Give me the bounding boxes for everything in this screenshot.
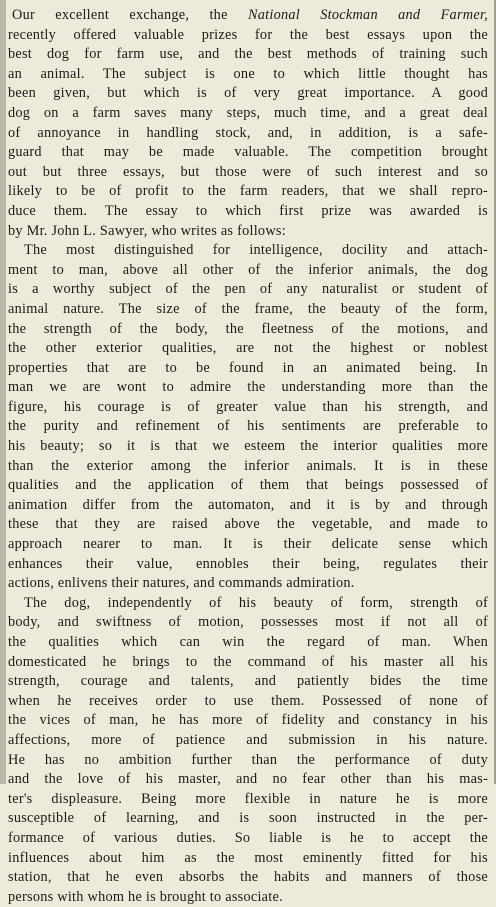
text-line	[8, 398, 488, 418]
text-line	[8, 124, 488, 144]
text-line	[8, 182, 488, 202]
text-run: when he receives order to use them. Possessed of none of	[8, 692, 488, 709]
text-line	[8, 143, 488, 163]
text-line	[8, 26, 488, 46]
text-line	[8, 6, 488, 26]
text-line	[8, 339, 488, 359]
text-line	[8, 104, 488, 124]
text-line	[8, 594, 488, 614]
text-line	[8, 45, 488, 65]
text-line	[8, 731, 488, 751]
text-line	[8, 751, 488, 771]
text-line	[8, 300, 488, 320]
text-line	[8, 437, 488, 457]
text-run: the other exterior qualities, are not the highest or noblest	[8, 340, 488, 357]
text-run: been given, but which is of very great importance. A good	[8, 85, 488, 102]
text-line	[8, 868, 488, 888]
text-run: The dog, independently of his beauty of form, strength of	[24, 594, 488, 611]
text-line	[8, 65, 488, 85]
text-run: duce them. The essay to which first prize was awarded is	[8, 202, 488, 219]
text-run: Our excellent exchange, the	[12, 7, 248, 23]
text-line	[8, 417, 488, 437]
text-line	[8, 280, 488, 300]
text-run: ment to man, above all other of the inferior animals, the dog	[8, 261, 488, 278]
article-column	[8, 6, 488, 907]
left-column-rule	[0, 0, 6, 784]
text-run: figure, his courage is of greater value than his strength, and	[8, 398, 488, 415]
publication-title: National Stockman and Farmer,	[247, 7, 488, 23]
text-line	[8, 770, 488, 790]
text-run: properties that are to be found in an animated being. In	[8, 359, 488, 376]
text-run: formance of various duties. So liable is he to accept the	[8, 829, 488, 846]
text-run: actions, enlivens their natures, and commands admiration.	[8, 575, 355, 592]
text-run: susceptible of learning, and is soon instructed in the per-	[8, 810, 488, 827]
text-run: qualities and the application of them that beings possessed of	[8, 477, 488, 494]
text-run: and the love of his master, and no fear other than his mas-	[8, 771, 488, 788]
text-line	[8, 633, 488, 653]
text-run: likely to be of profit to the farm readers, that we shall repro-	[8, 183, 488, 200]
text-run: by Mr. John L. Sawyer, who writes as follows:	[8, 222, 286, 239]
text-line	[8, 555, 488, 575]
text-run: enhances their value, ennobles their being, regulates their	[8, 555, 488, 572]
text-run: guard that may be made valuable. The competition brought	[8, 144, 488, 161]
text-run: domesticated he brings to the command of his master all his	[8, 653, 488, 670]
text-run: an animal. The subject is one to which little thought has	[8, 65, 488, 82]
text-line	[8, 496, 488, 516]
text-run: his beauty; so it is that we esteem the interior qualities more	[8, 438, 488, 455]
text-run: approach nearer to man. It is their delicate sense which	[8, 536, 488, 553]
text-run: affections, more of patience and submission in his nature.	[8, 731, 488, 748]
text-run: body, and swiftness of motion, possesses most if not all of	[8, 614, 488, 631]
text-line	[8, 84, 488, 104]
text-line	[8, 378, 488, 398]
text-line	[8, 829, 488, 849]
text-line	[8, 476, 488, 496]
text-line	[8, 241, 488, 261]
text-line	[8, 515, 488, 535]
text-run: the qualities which can win the regard of man. When	[8, 634, 488, 650]
text-run: The most distinguished for intelligence, docility and attach-	[24, 242, 488, 259]
text-line	[8, 888, 488, 907]
text-run: animation differ from the automaton, and it is by and through	[8, 496, 488, 513]
text-run: out but three essays, but those were of such interest and so	[8, 163, 488, 180]
article-paragraph	[8, 594, 488, 907]
text-run: He has no ambition further than the performance of duty	[8, 751, 488, 768]
text-line	[8, 574, 488, 594]
text-line	[8, 359, 488, 379]
text-line	[8, 535, 488, 555]
article-paragraph	[8, 6, 488, 241]
text-run: the purity and refinement of his sentiments are preferable to	[8, 418, 488, 435]
text-run: the vices of man, he has more of fidelity and constancy in his	[8, 712, 488, 729]
text-line	[8, 320, 488, 340]
text-run: station, that he even absorbs the habits and manners of those	[8, 869, 488, 886]
text-line	[8, 849, 488, 869]
text-line	[8, 692, 488, 712]
text-line	[8, 457, 488, 477]
text-run: ter's displeasure. Being more flexible in nature he is more	[8, 790, 488, 807]
text-line	[8, 261, 488, 281]
text-run: than the exterior among the inferior animals. It is in these	[8, 457, 488, 474]
text-run: strength, courage and talents, and patiently bides the time	[8, 673, 488, 690]
text-line	[8, 672, 488, 692]
text-line	[8, 790, 488, 810]
text-run: of annoyance in handling stock, and, in addition, is a safe-	[8, 124, 488, 141]
text-run: is a worthy subject of the pen of any naturalist or student of	[8, 281, 488, 298]
text-run: animal nature. The size of the frame, the beauty of the form,	[8, 300, 488, 317]
article-paragraph	[8, 241, 488, 594]
text-run: persons with whom he is brought to associate.	[8, 888, 283, 905]
text-line	[8, 711, 488, 731]
text-run: best dog for farm use, and the best methods of training such	[8, 46, 488, 63]
text-line	[8, 809, 488, 829]
text-run: these that they are raised above the vegetable, and made to	[8, 516, 488, 533]
text-line	[8, 222, 488, 242]
text-run: recently offered valuable prizes for the best essays upon the	[8, 26, 488, 43]
text-run: influences about him as the most eminently fitted for his	[8, 849, 488, 866]
text-run: man we are wont to admire the understanding more than the	[8, 379, 488, 396]
text-run: dog on a farm saves many steps, much time, and a great deal	[8, 104, 488, 121]
text-run: the strength of the body, the fleetness of the motions, and	[8, 320, 488, 337]
text-line	[8, 613, 488, 633]
text-line	[8, 163, 488, 183]
text-line	[8, 202, 488, 222]
text-line	[8, 653, 488, 673]
